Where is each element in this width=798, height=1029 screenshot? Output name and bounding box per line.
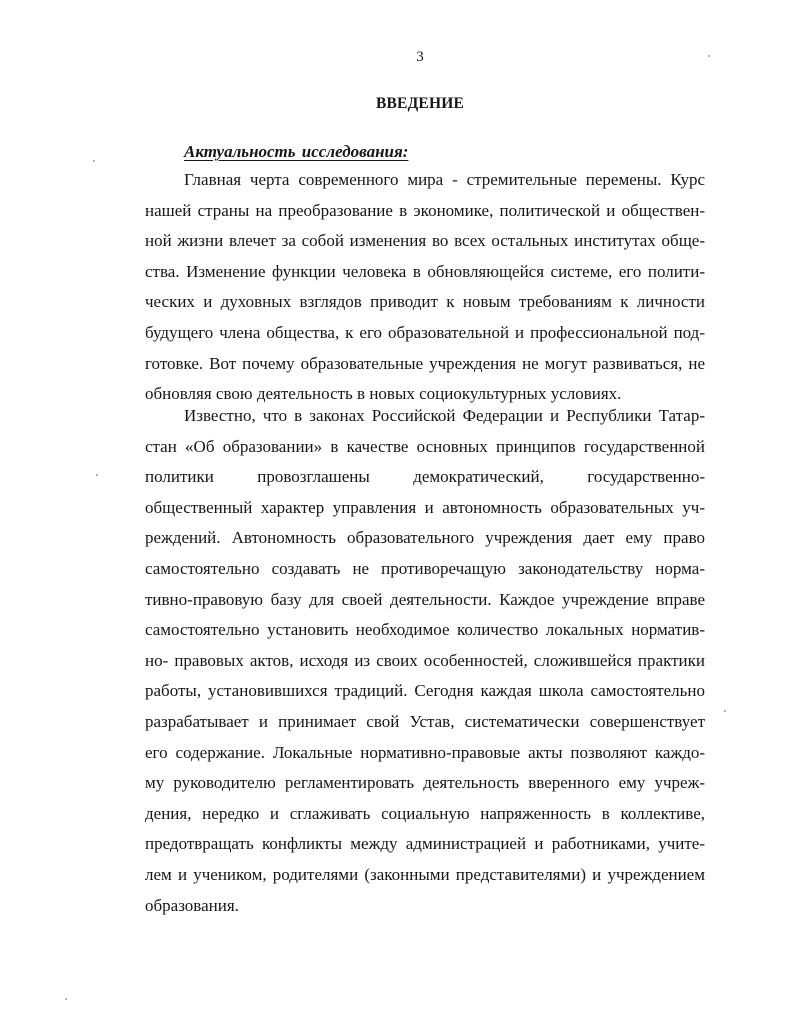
- scan-speck: [96, 474, 98, 476]
- text-line: ства. Изменение функции человека в обновляющейся системе, его полити-: [145, 261, 705, 281]
- paragraph-1: [145, 165, 705, 410]
- text-line: работы, установившихся традиций. Сегодня каждая школа самостоятельно: [145, 681, 705, 701]
- text-line: тивно-правовую базу для своей деятельности. Каждое учреждение вправе: [145, 589, 705, 609]
- text-line: политики провозглашены демократический, государственно-: [145, 467, 705, 487]
- text-line: дения, нередко и сглаживать социальную напряженность в коллективе,: [145, 803, 705, 823]
- subsection-heading: Актуальность исследования:: [184, 142, 409, 161]
- text-line: самостоятельно установить необходимое количество локальных норматив-: [145, 620, 705, 640]
- paragraph-2: [145, 401, 705, 921]
- text-line: образования.: [145, 895, 239, 915]
- text-line: му руководителю регламентировать деятельность вверенного ему учреж-: [145, 773, 705, 793]
- text-line: готовке. Вот почему образовательные учреждения не могут развиваться, не: [145, 353, 705, 373]
- scan-speck: [65, 998, 67, 1000]
- scan-speck: [93, 160, 95, 162]
- text-line: ной жизни влечет за собой изменения во всех остальных институтах обще-: [145, 231, 705, 251]
- text-line: предотвращать конфликты между администрацией и работниками, учите-: [145, 834, 705, 854]
- scan-speck: [724, 710, 726, 712]
- text-line: Известно, что в законах Российской Федерации и Республики Татар-: [184, 406, 705, 425]
- text-line: его содержание. Локальные нормативно-правовые акты позволяют каждо-: [145, 742, 705, 762]
- text-line: лем и учеником, родителями (законными представителями) и учреждением: [145, 864, 705, 884]
- text-line: общественный характер управления и автономность образовательных уч-: [145, 497, 705, 517]
- text-line: ческих и духовных взглядов приводит к новым требованиям к личности: [145, 292, 705, 312]
- section-heading: ВВЕДЕНИЕ: [375, 95, 465, 112]
- text-line: будущего члена общества, к его образовательной и профессиональной под-: [145, 322, 705, 342]
- text-line: обновляя свою деятельность в новых социокультурных условиях.: [145, 384, 622, 404]
- text-line: самостоятельно создавать не противоречащую законодательству норма-: [145, 558, 705, 578]
- text-line: Главная черта современного мира - стремительные перемены. Курс: [184, 170, 705, 189]
- text-line: разрабатывает и принимает свой Устав, систематически совершенствует: [145, 711, 705, 731]
- page-number: 3: [416, 49, 424, 65]
- scan-speck: [708, 55, 710, 57]
- text-line: стан «Об образовании» в качестве основных принципов государственной: [145, 436, 705, 456]
- text-line: нашей страны на преобразование в экономике, политической и обществен-: [145, 200, 705, 220]
- text-line: но- правовых актов, исходя из своих особенностей, сложившейся практики: [145, 650, 705, 670]
- text-line: реждений. Автономность образовательного учреждения дает ему право: [145, 528, 705, 548]
